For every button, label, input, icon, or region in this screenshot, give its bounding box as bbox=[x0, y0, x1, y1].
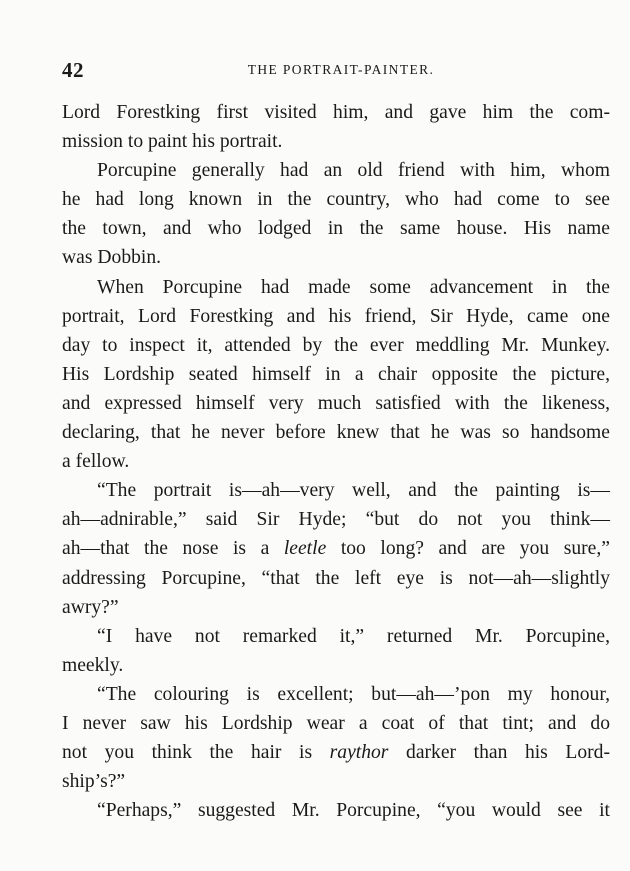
italic-word: raythor bbox=[329, 742, 389, 764]
text-line: portrait, Lord Forestking and his friend, Sir Hyde, came one bbox=[62, 305, 610, 327]
text-line: declaring, that he never before knew that he was so handsome bbox=[62, 422, 610, 444]
text-line bbox=[62, 534, 610, 563]
text-line: “The portrait is—ah—very well, and the painting is— bbox=[97, 480, 610, 502]
text-line: I never saw his Lordship wear a coat of that tint; and do bbox=[62, 712, 610, 734]
text-segment: darker than his Lord- bbox=[388, 742, 610, 764]
body-text bbox=[62, 98, 610, 825]
text-segment: ah—that the nose is a bbox=[62, 538, 284, 560]
text-line: the town, and who lodged in the same house. His name bbox=[62, 218, 610, 240]
text-line: mission to paint his portrait. bbox=[62, 131, 283, 153]
text-line: When Porcupine had made some advancement in the bbox=[97, 276, 610, 298]
text-line: was Dobbin. bbox=[62, 247, 162, 269]
text-line: “The colouring is excellent; but—ah—’pon my honour, bbox=[97, 683, 610, 705]
italic-word: leetle bbox=[283, 538, 327, 560]
text-line: day to inspect it, attended by the ever meddling Mr. Munkey. bbox=[62, 334, 610, 356]
page-number: 42 bbox=[62, 58, 84, 82]
text-line bbox=[62, 738, 610, 767]
text-line: His Lordship seated himself in a chair opposite the picture, bbox=[62, 363, 610, 385]
text-line: ah—adnirable,” said Sir Hyde; “but do not you think— bbox=[62, 509, 610, 531]
text-line: ship’s?” bbox=[62, 771, 126, 793]
text-line: he had long known in the country, who had come to see bbox=[62, 189, 610, 211]
text-line: and expressed himself very much satisfied with the likeness, bbox=[62, 392, 610, 414]
text-segment: too long? and are you sure,” bbox=[326, 538, 610, 560]
text-line: awry?” bbox=[62, 596, 119, 618]
text-segment: not you think the hair is bbox=[62, 742, 330, 764]
text-line: “Perhaps,” suggested Mr. Porcupine, “you would see it bbox=[97, 800, 610, 822]
page-header bbox=[62, 58, 600, 84]
text-line: a fellow. bbox=[62, 451, 130, 473]
text-line: “I have not remarked it,” returned Mr. Porcupine, bbox=[97, 625, 610, 647]
running-title: THE PORTRAIT-PAINTER. bbox=[247, 62, 435, 77]
text-line: Lord Forestking first visited him, and gave him the com- bbox=[62, 102, 610, 123]
text-line: meekly. bbox=[62, 654, 124, 676]
text-line: Porcupine generally had an old friend with him, whom bbox=[97, 160, 610, 182]
text-line: addressing Porcupine, “that the left eye is not—ah—slightly bbox=[62, 567, 610, 589]
